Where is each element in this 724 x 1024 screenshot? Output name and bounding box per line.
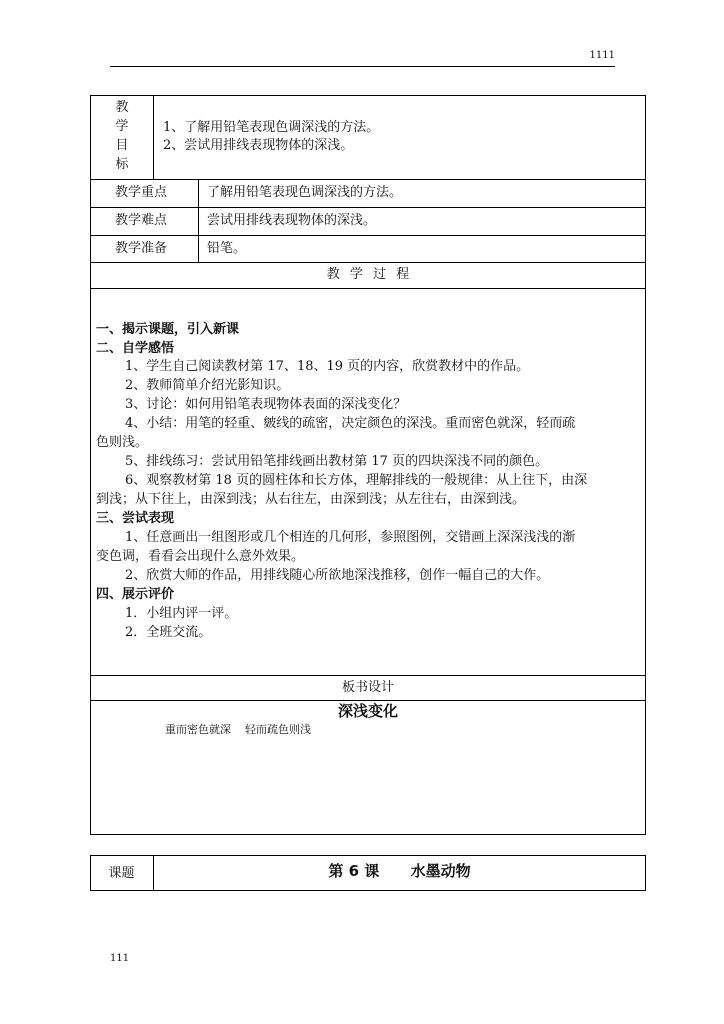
header-rule	[110, 66, 615, 67]
footer-page-mark: 111	[110, 953, 130, 964]
paragraph: 变色调，看看会出现什么意外效果。	[96, 549, 305, 564]
section-heading: 二、自学感悟	[96, 341, 175, 356]
objective-item: 1、了解用铅笔表现色调深浅的方法。	[163, 120, 380, 135]
divider	[90, 675, 646, 676]
divider	[90, 288, 646, 289]
divider	[90, 207, 646, 208]
paragraph: 1、任意画出一组图形或几个相连的几何形，参照图例，交错画上深深浅浅的渐	[125, 530, 576, 545]
key-points-value: 了解用铅笔表现色调深浅的方法。	[207, 185, 403, 200]
objectives-label	[110, 98, 134, 174]
paragraph: 6、观察教材第 18 页的圆柱体和长方体，理解排线的一般规律：从上往下，由深	[125, 473, 588, 488]
divider	[198, 179, 199, 262]
preparation-label: 教学准备	[115, 241, 168, 256]
board-design-label: 板书设计	[341, 680, 394, 695]
next-lesson-label: 课题	[108, 866, 135, 881]
paragraph: 4、小结：用笔的轻重、皴线的疏密，决定颜色的深浅。重而密色就深，轻而疏	[125, 416, 576, 431]
preparation-value: 铅笔。	[207, 241, 247, 256]
paragraph: 2．全班交流。	[125, 625, 212, 640]
paragraph: 2、欣赏大师的作品，用排线随心所欲地深浅推移，创作一幅自己的大作。	[125, 568, 550, 583]
key-points-label: 教学重点	[115, 185, 168, 200]
divider	[90, 179, 646, 180]
divider	[153, 95, 154, 180]
divider	[90, 700, 646, 701]
label-char: 教	[115, 100, 129, 115]
paragraph: 1．小组内评一评。	[125, 606, 238, 621]
objective-item: 2、尝试用排线表现物体的深浅。	[163, 138, 354, 153]
paragraph: 2、教师简单介绍光影知识。	[125, 378, 290, 393]
paragraph: 1、学生自己阅读教材第 17、18、19 页的内容，欣赏教材中的作品。	[125, 359, 530, 374]
section-heading: 四、展示评价	[96, 587, 175, 602]
label-char: 学	[115, 119, 129, 134]
paragraph: 色则浅。	[96, 435, 149, 450]
board-line: 重而密色就深 轻而疏色则浅	[165, 723, 311, 736]
paragraph: 到浅；从下往上，由深到浅；从右往左，由深到浅；从左往右，由深到浅。	[96, 492, 526, 507]
board-title: 深浅变化	[337, 702, 398, 720]
divider	[90, 235, 646, 236]
difficulties-value: 尝试用排线表现物体的深浅。	[207, 213, 377, 228]
next-lesson-title: 第 6 课 水墨动物	[328, 862, 471, 880]
header-page-mark: 1111	[589, 50, 615, 61]
paragraph: 3、讨论：如何用铅笔表现物体表面的深浅变化？	[125, 397, 407, 412]
label-char: 目	[115, 138, 129, 153]
paragraph: 5、排线练习：尝试用铅笔排线画出教材第 17 页的四块深浅不同的颜色。	[125, 454, 549, 469]
difficulties-label: 教学难点	[115, 213, 168, 228]
section-heading: 一、揭示课题，引入新课	[96, 322, 240, 337]
process-title: 教 学 过 程	[326, 267, 410, 282]
label-char: 标	[115, 157, 129, 172]
section-heading: 三、尝试表现	[96, 511, 175, 526]
divider	[90, 262, 646, 263]
